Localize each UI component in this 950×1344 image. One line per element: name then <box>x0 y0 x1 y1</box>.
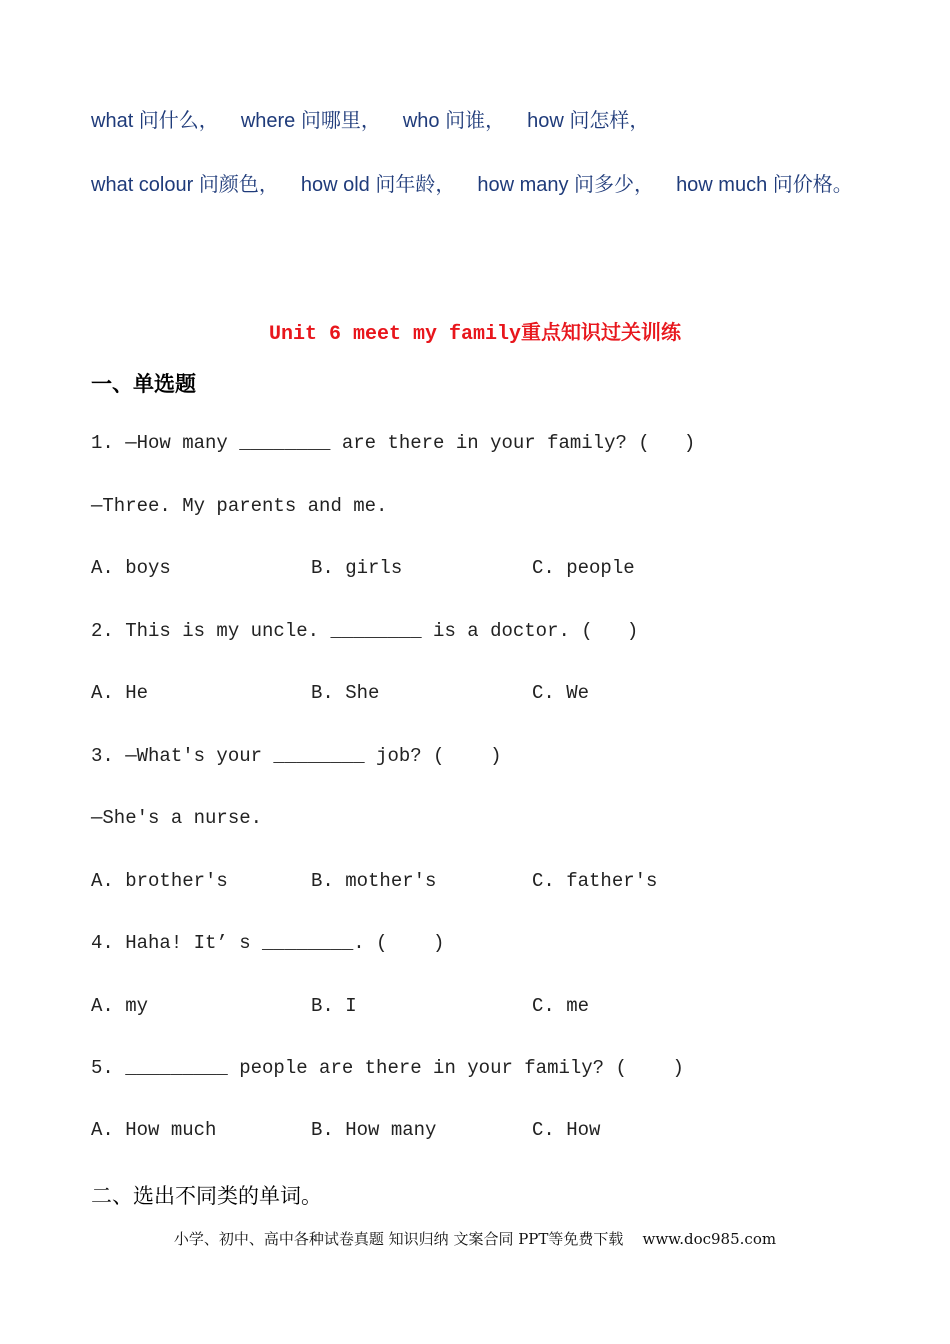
keyword-who: who 问谁， <box>402 110 506 132</box>
keyword-how-many: how many 问多少， <box>477 174 655 196</box>
keyword-how-old: how old 问年龄， <box>300 174 456 196</box>
question-3-option-a: A. brother's <box>91 870 228 892</box>
question-2-option-c: C. We <box>532 682 590 704</box>
question-1-option-b: B. girls <box>311 557 403 579</box>
question-5-option-c: C. How <box>532 1119 601 1141</box>
question-4-option-c: C. me <box>532 995 590 1017</box>
question-1-option-c: C. people <box>532 557 635 579</box>
keyword-line-2 <box>91 168 853 197</box>
question-4-option-b: B. I <box>311 995 357 1017</box>
question-3-reply: —She's a nurse. <box>91 807 263 829</box>
question-2-option-a: A. He <box>91 682 149 704</box>
keyword-what: what 问什么， <box>91 110 219 132</box>
question-1-reply: —Three. My parents and me. <box>91 495 388 517</box>
keyword-where: where 问哪里， <box>240 110 381 132</box>
question-1-stem: 1. —How many ________ are there in your family? ( ) <box>91 432 696 454</box>
question-2-option-b: B. She <box>311 682 380 704</box>
question-4-stem: 4. Haha! It’ s ________. ( ) <box>91 932 445 954</box>
question-3-option-c: C. father's <box>532 870 658 892</box>
question-5-option-a: A. How much <box>91 1119 217 1141</box>
page-title: Unit 6 meet my family重点知识过关训练 <box>268 323 682 346</box>
keyword-how: how 问怎样， <box>527 110 650 132</box>
question-4-option-a: A. my <box>91 995 149 1017</box>
page-footer: 小学、初中、高中各种试卷真题 知识归纳 文案合同 PPT等免费下载 www.doc985.com <box>173 1230 777 1248</box>
section-heading-single-choice: 一、单选题 <box>91 372 196 396</box>
question-3-option-b: B. mother's <box>311 870 437 892</box>
section-heading-odd-one-out: 二、选出不同类的单词。 <box>91 1184 322 1208</box>
question-5-stem: 5. _________ people are there in your family? ( ) <box>91 1057 684 1079</box>
keyword-how-much: how much 问价格。 <box>676 174 853 196</box>
question-3-stem: 3. —What's your ________ job? ( ) <box>91 745 502 767</box>
question-1-option-a: A. boys <box>91 557 171 579</box>
keyword-what-colour: what colour 问颜色， <box>91 174 279 196</box>
question-5-option-b: B. How many <box>311 1119 437 1141</box>
keyword-line-1 <box>91 104 649 133</box>
question-2-stem: 2. This is my uncle. ________ is a doctor. ( ) <box>91 620 639 642</box>
